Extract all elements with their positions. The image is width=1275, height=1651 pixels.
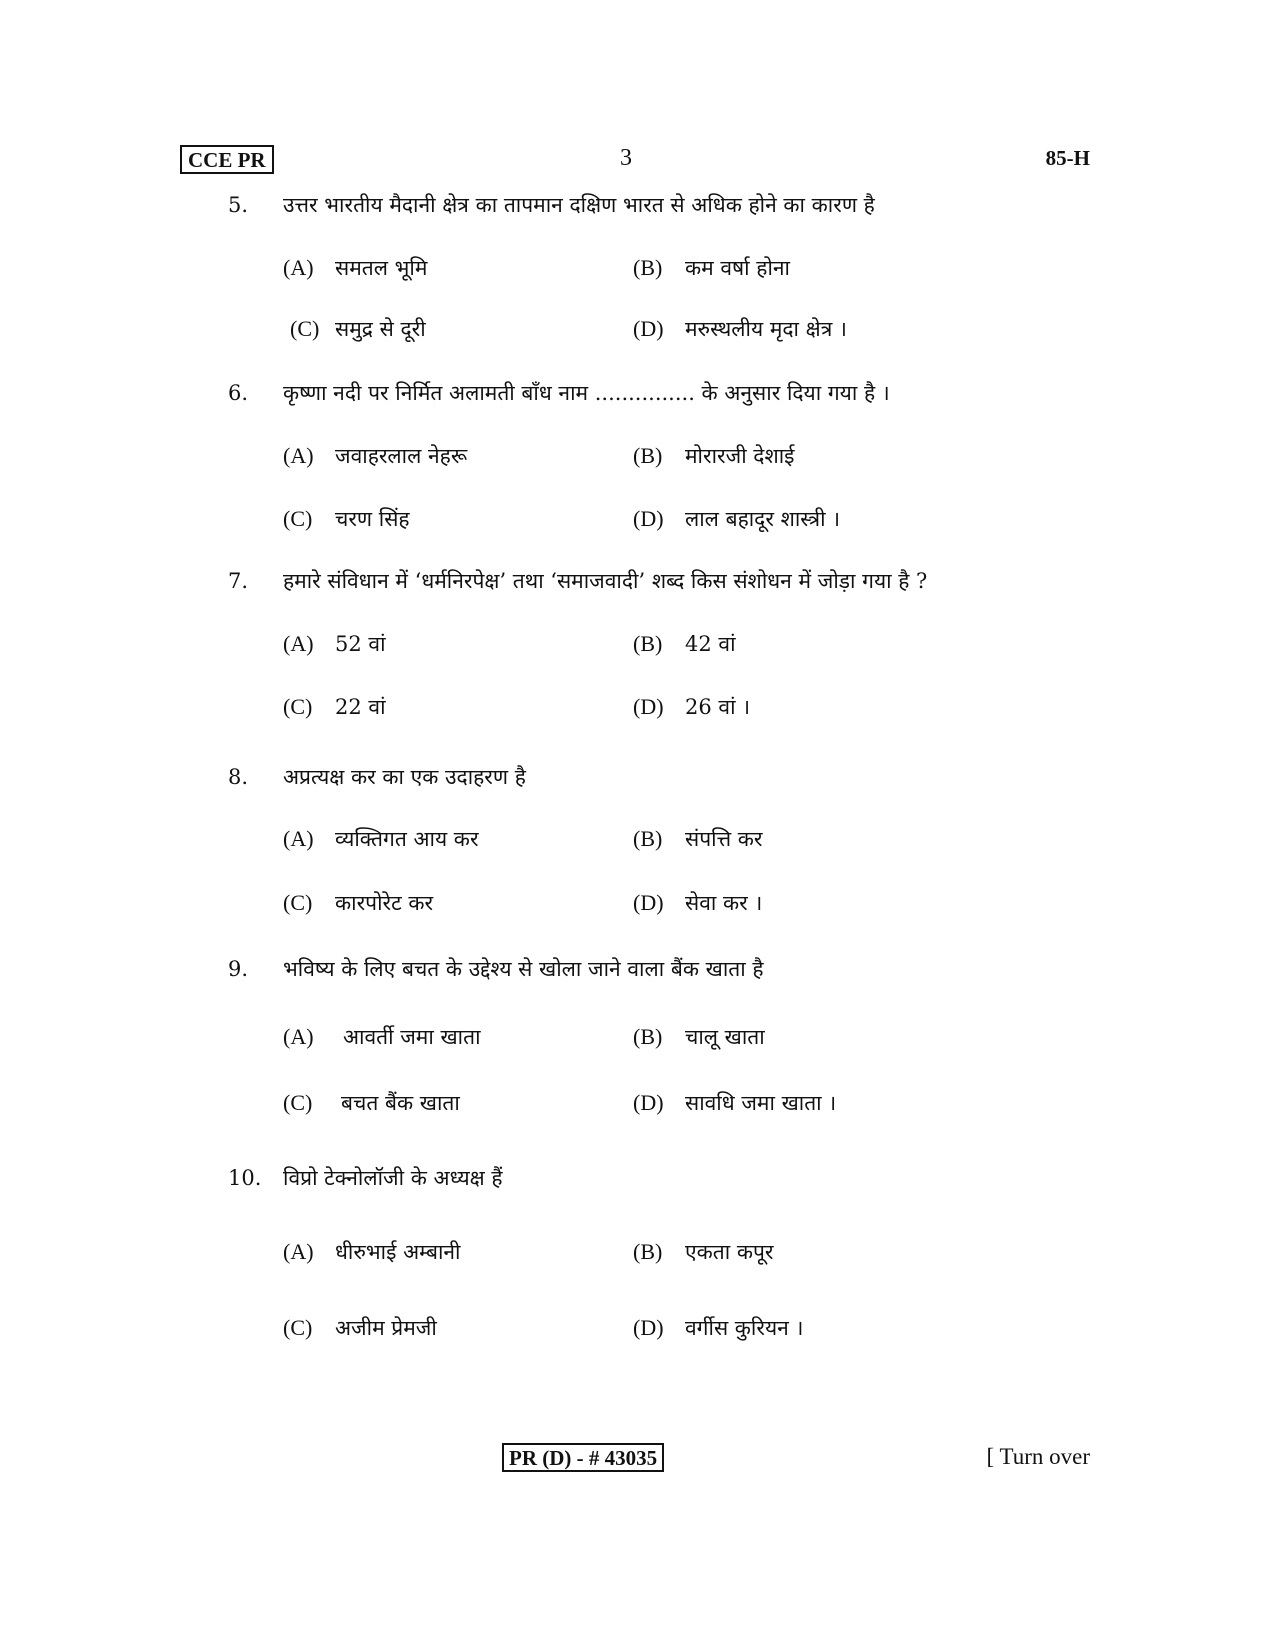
question-text: अप्रत्यक्ष कर का एक उदाहरण है	[283, 765, 526, 789]
option-text: व्यक्तिगत आय कर	[335, 827, 479, 851]
option-text: एकता कपूर	[685, 1240, 774, 1264]
option-a	[283, 1022, 481, 1052]
option-text: वर्गीस कुरियन ।	[685, 1316, 804, 1340]
option-label: (D)	[633, 506, 664, 531]
option-d	[633, 504, 840, 534]
option-c	[283, 504, 410, 534]
option-label: (D)	[633, 1315, 664, 1340]
option-a	[283, 441, 467, 471]
option-b	[633, 629, 736, 659]
option-label: (A)	[283, 255, 314, 280]
option-label: (B)	[633, 255, 663, 280]
option-a	[283, 629, 386, 659]
option-text: मरुस्थलीय मृदा क्षेत्र ।	[685, 317, 847, 341]
option-label: (B)	[633, 826, 663, 851]
option-label: (B)	[633, 1239, 663, 1264]
option-text: कारपोरेट कर	[335, 891, 434, 915]
turn-over-note: [ Turn over	[986, 1444, 1090, 1469]
option-a	[283, 824, 479, 854]
option-label: (C)	[283, 694, 313, 719]
option-a	[283, 253, 427, 283]
option-label: (D)	[633, 1090, 664, 1115]
option-c	[283, 888, 433, 918]
option-label: (A)	[283, 1239, 314, 1264]
page-header	[180, 145, 1090, 181]
option-label: (A)	[283, 631, 314, 656]
question-number: 8.	[228, 765, 249, 789]
option-text: समुद्र से दूरी	[335, 317, 426, 341]
option-text: सेवा कर ।	[685, 891, 763, 915]
option-label: (C)	[283, 506, 313, 531]
option-text: मोरारजी देशाई	[685, 444, 795, 468]
option-text: सावधि जमा खाता ।	[685, 1091, 837, 1115]
option-text: चालू खाता	[685, 1025, 765, 1049]
question-text: हमारे संविधान में ‘धर्मनिरपेक्ष’ तथा ‘समाजवादी’ शब्द किस संशोधन में जोड़ा गया है ?	[283, 569, 928, 593]
option-label: (C)	[283, 890, 313, 915]
option-d	[633, 1313, 803, 1343]
option-text: अजीम प्रेमजी	[335, 1316, 437, 1340]
footer-code-box: PR (D) - # 43035	[502, 1443, 664, 1472]
option-label: (C)	[283, 1090, 313, 1115]
option-text: लाल बहादूर शास्त्री ।	[685, 507, 841, 531]
option-label: (B)	[633, 443, 663, 468]
option-text: कम वर्षा होना	[685, 256, 790, 280]
option-label: (A)	[283, 443, 314, 468]
option-text: 26 वां ।	[685, 695, 751, 719]
option-label: (D)	[633, 890, 664, 915]
option-d	[633, 1088, 836, 1118]
question-text: विप्रो टेक्नोलॉजी के अध्यक्ष हैं	[283, 1166, 503, 1190]
question-text: भविष्य के लिए बचत के उद्देश्य से खोला जाने वाला बैंक खाता है	[283, 957, 764, 981]
page-number: 3	[620, 145, 632, 171]
option-label: (C)	[290, 316, 320, 341]
question-number: 9.	[228, 957, 249, 981]
option-c	[283, 692, 386, 722]
option-text: धीरुभाई अम्बानी	[335, 1240, 461, 1264]
option-c	[283, 1313, 437, 1343]
option-text: 22 वां	[335, 695, 386, 719]
question-text: उत्तर भारतीय मैदानी क्षेत्र का तापमान दक्षिण भारत से अधिक होने का कारण है	[283, 193, 875, 217]
question-number: 10.	[228, 1166, 262, 1190]
exam-code-box: CCE PR	[180, 145, 274, 174]
option-b	[633, 1237, 773, 1267]
option-b	[633, 1022, 765, 1052]
option-text: समतल भूमि	[335, 256, 428, 280]
option-text: चरण सिंह	[335, 507, 410, 531]
question-number: 6.	[228, 381, 249, 405]
option-text: 42 वां	[685, 632, 736, 656]
option-c	[290, 314, 426, 344]
option-a	[283, 1237, 461, 1267]
option-label: (B)	[633, 631, 663, 656]
option-b	[633, 441, 795, 471]
option-label: (C)	[283, 1315, 313, 1340]
question-number: 5.	[228, 193, 249, 217]
option-text: 52 वां	[335, 632, 386, 656]
option-b	[633, 824, 762, 854]
option-label: (B)	[633, 1024, 663, 1049]
option-label: (A)	[283, 826, 314, 851]
option-d	[633, 888, 762, 918]
option-label: (D)	[633, 316, 664, 341]
option-text: बचत बैंक खाता	[341, 1091, 460, 1115]
paper-code: 85-H	[1045, 146, 1090, 170]
option-label: (D)	[633, 694, 664, 719]
option-label: (A)	[283, 1024, 314, 1049]
option-c	[283, 1088, 460, 1118]
option-text: आवर्ती जमा खाता	[343, 1025, 481, 1049]
option-d	[633, 314, 847, 344]
question-text: कृष्णा नदी पर निर्मित अलामती बाँध नाम ............... के अनुसार दिया गया है ।	[283, 381, 890, 405]
option-text: जवाहरलाल नेहरू	[335, 444, 468, 468]
option-b	[633, 253, 790, 283]
question-number: 7.	[228, 569, 249, 593]
option-d	[633, 692, 750, 722]
option-text: संपत्ति कर	[685, 827, 763, 851]
